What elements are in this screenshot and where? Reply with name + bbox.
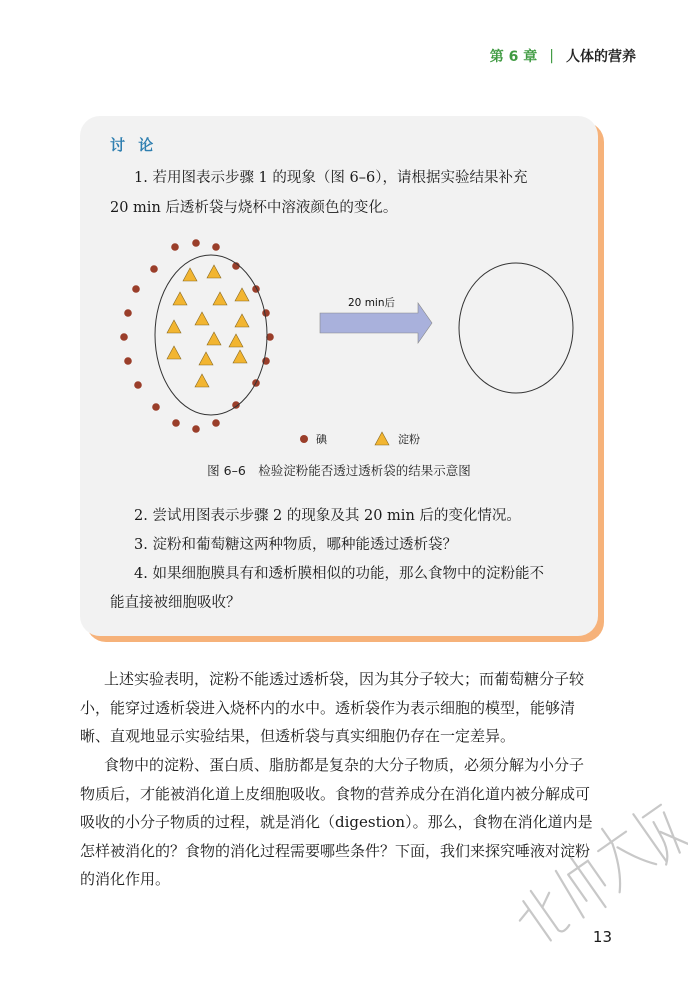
iodine-molecule-icon (192, 239, 200, 247)
iodine-molecule-icon (124, 309, 132, 317)
chapter-title: 人体的营养 (566, 49, 636, 65)
starch-molecule-icon (173, 292, 187, 305)
page-number: 13 (592, 928, 612, 946)
paragraph-1-line-2: 小，能穿过透析袋进入烧杯内的水中。透析袋作为表示细胞的模型，能够清 (80, 699, 576, 717)
iodine-molecule-icon (192, 425, 200, 433)
starch-molecule-icon (213, 292, 227, 305)
starch-molecule-icon (195, 374, 209, 387)
starch-molecule-icon (235, 314, 249, 327)
paragraph-2-line-4: 怎样被消化的？食物的消化过程需要哪些条件？下面，我们来探究唾液对淀粉 (80, 842, 591, 860)
starch-molecule-icon (167, 320, 181, 333)
starch-molecule-icon (207, 332, 221, 345)
figure-caption: 图 6–6 检验淀粉能否透过透析袋的结果示意图 (207, 463, 471, 478)
paragraph-2-line-3: 吸收的小分子物质的过程，就是消化（digestion）。那么，食物在消化道内是 (80, 813, 593, 831)
legend-iodine-label: 碘 (316, 433, 327, 446)
paragraph-1-line-1: 上述实验表明，淀粉不能透过透析袋，因为其分子较大；而葡萄糖分子较 (104, 670, 585, 688)
legend-starch-icon (375, 432, 389, 445)
header-separator: | (549, 48, 554, 64)
starch-molecule-icon (235, 288, 249, 301)
paragraph-2-line-5: 的消化作用。 (80, 870, 171, 888)
dialysis-bag (155, 255, 267, 415)
arrow-right-icon (320, 303, 432, 343)
starch-molecule-icon (167, 346, 181, 359)
arrow-label: 20 min后 (348, 297, 395, 309)
starch-molecule-icon (195, 312, 209, 325)
running-header (490, 46, 636, 66)
empty-result-circle (459, 263, 573, 393)
starch-molecule-icon (207, 265, 221, 278)
starch-molecule-icon (183, 268, 197, 281)
iodine-molecule-icon (212, 243, 220, 251)
paragraph-2-line-2: 物质后，才能被消化道上皮细胞吸收。食物的营养成分在消化道内被分解成可 (80, 785, 591, 803)
iodine-molecule-icon (171, 243, 179, 251)
iodine-molecule-icon (134, 381, 142, 389)
discussion-title: 讨 论 (110, 136, 158, 154)
iodine-molecule-icon (172, 419, 180, 427)
paragraph-2-line-1: 食物中的淀粉、蛋白质、脂肪都是复杂的大分子物质，必须分解为小分子 (104, 756, 585, 774)
paragraph-1-line-3: 晰、直观地显示实验结果，但透析袋与真实细胞仍存在一定差异。 (80, 727, 516, 745)
legend-starch-label: 淀粉 (398, 433, 420, 446)
chapter-label: 第 6 章 (489, 49, 538, 65)
iodine-molecule-icon (262, 309, 270, 317)
iodine-molecule-icon (120, 333, 128, 341)
question-3: 3. 淀粉和葡萄糖这两种物质，哪种能透过透析袋？ (134, 537, 457, 553)
iodine-molecule-icon (132, 285, 140, 293)
iodine-molecule-icon (212, 419, 220, 427)
question-2: 2. 尝试用图表示步骤 2 的现象及其 20 min 后的变化情况。 (134, 508, 521, 524)
iodine-molecule-icon (124, 357, 132, 365)
starch-molecule-icon (229, 334, 243, 347)
starch-molecule-icon (199, 352, 213, 365)
legend-iodine-icon (300, 435, 308, 443)
question-1-line-1: 1. 若用图表示步骤 1 的现象（图 6–6），请根据实验结果补充 (134, 170, 528, 186)
starch-molecule-icon (233, 350, 247, 363)
iodine-molecule-icon (152, 403, 160, 411)
question-4-line-2: 能直接被细胞吸收？ (110, 595, 241, 611)
figure-6-6 (110, 235, 590, 450)
iodine-molecule-icon (150, 265, 158, 273)
question-1-line-2: 20 min 后透析袋与烧杯中溶液颜色的变化。 (110, 200, 398, 216)
question-4-line-1: 4. 如果细胞膜具有和透析膜相似的功能，那么食物中的淀粉能不 (134, 566, 544, 582)
